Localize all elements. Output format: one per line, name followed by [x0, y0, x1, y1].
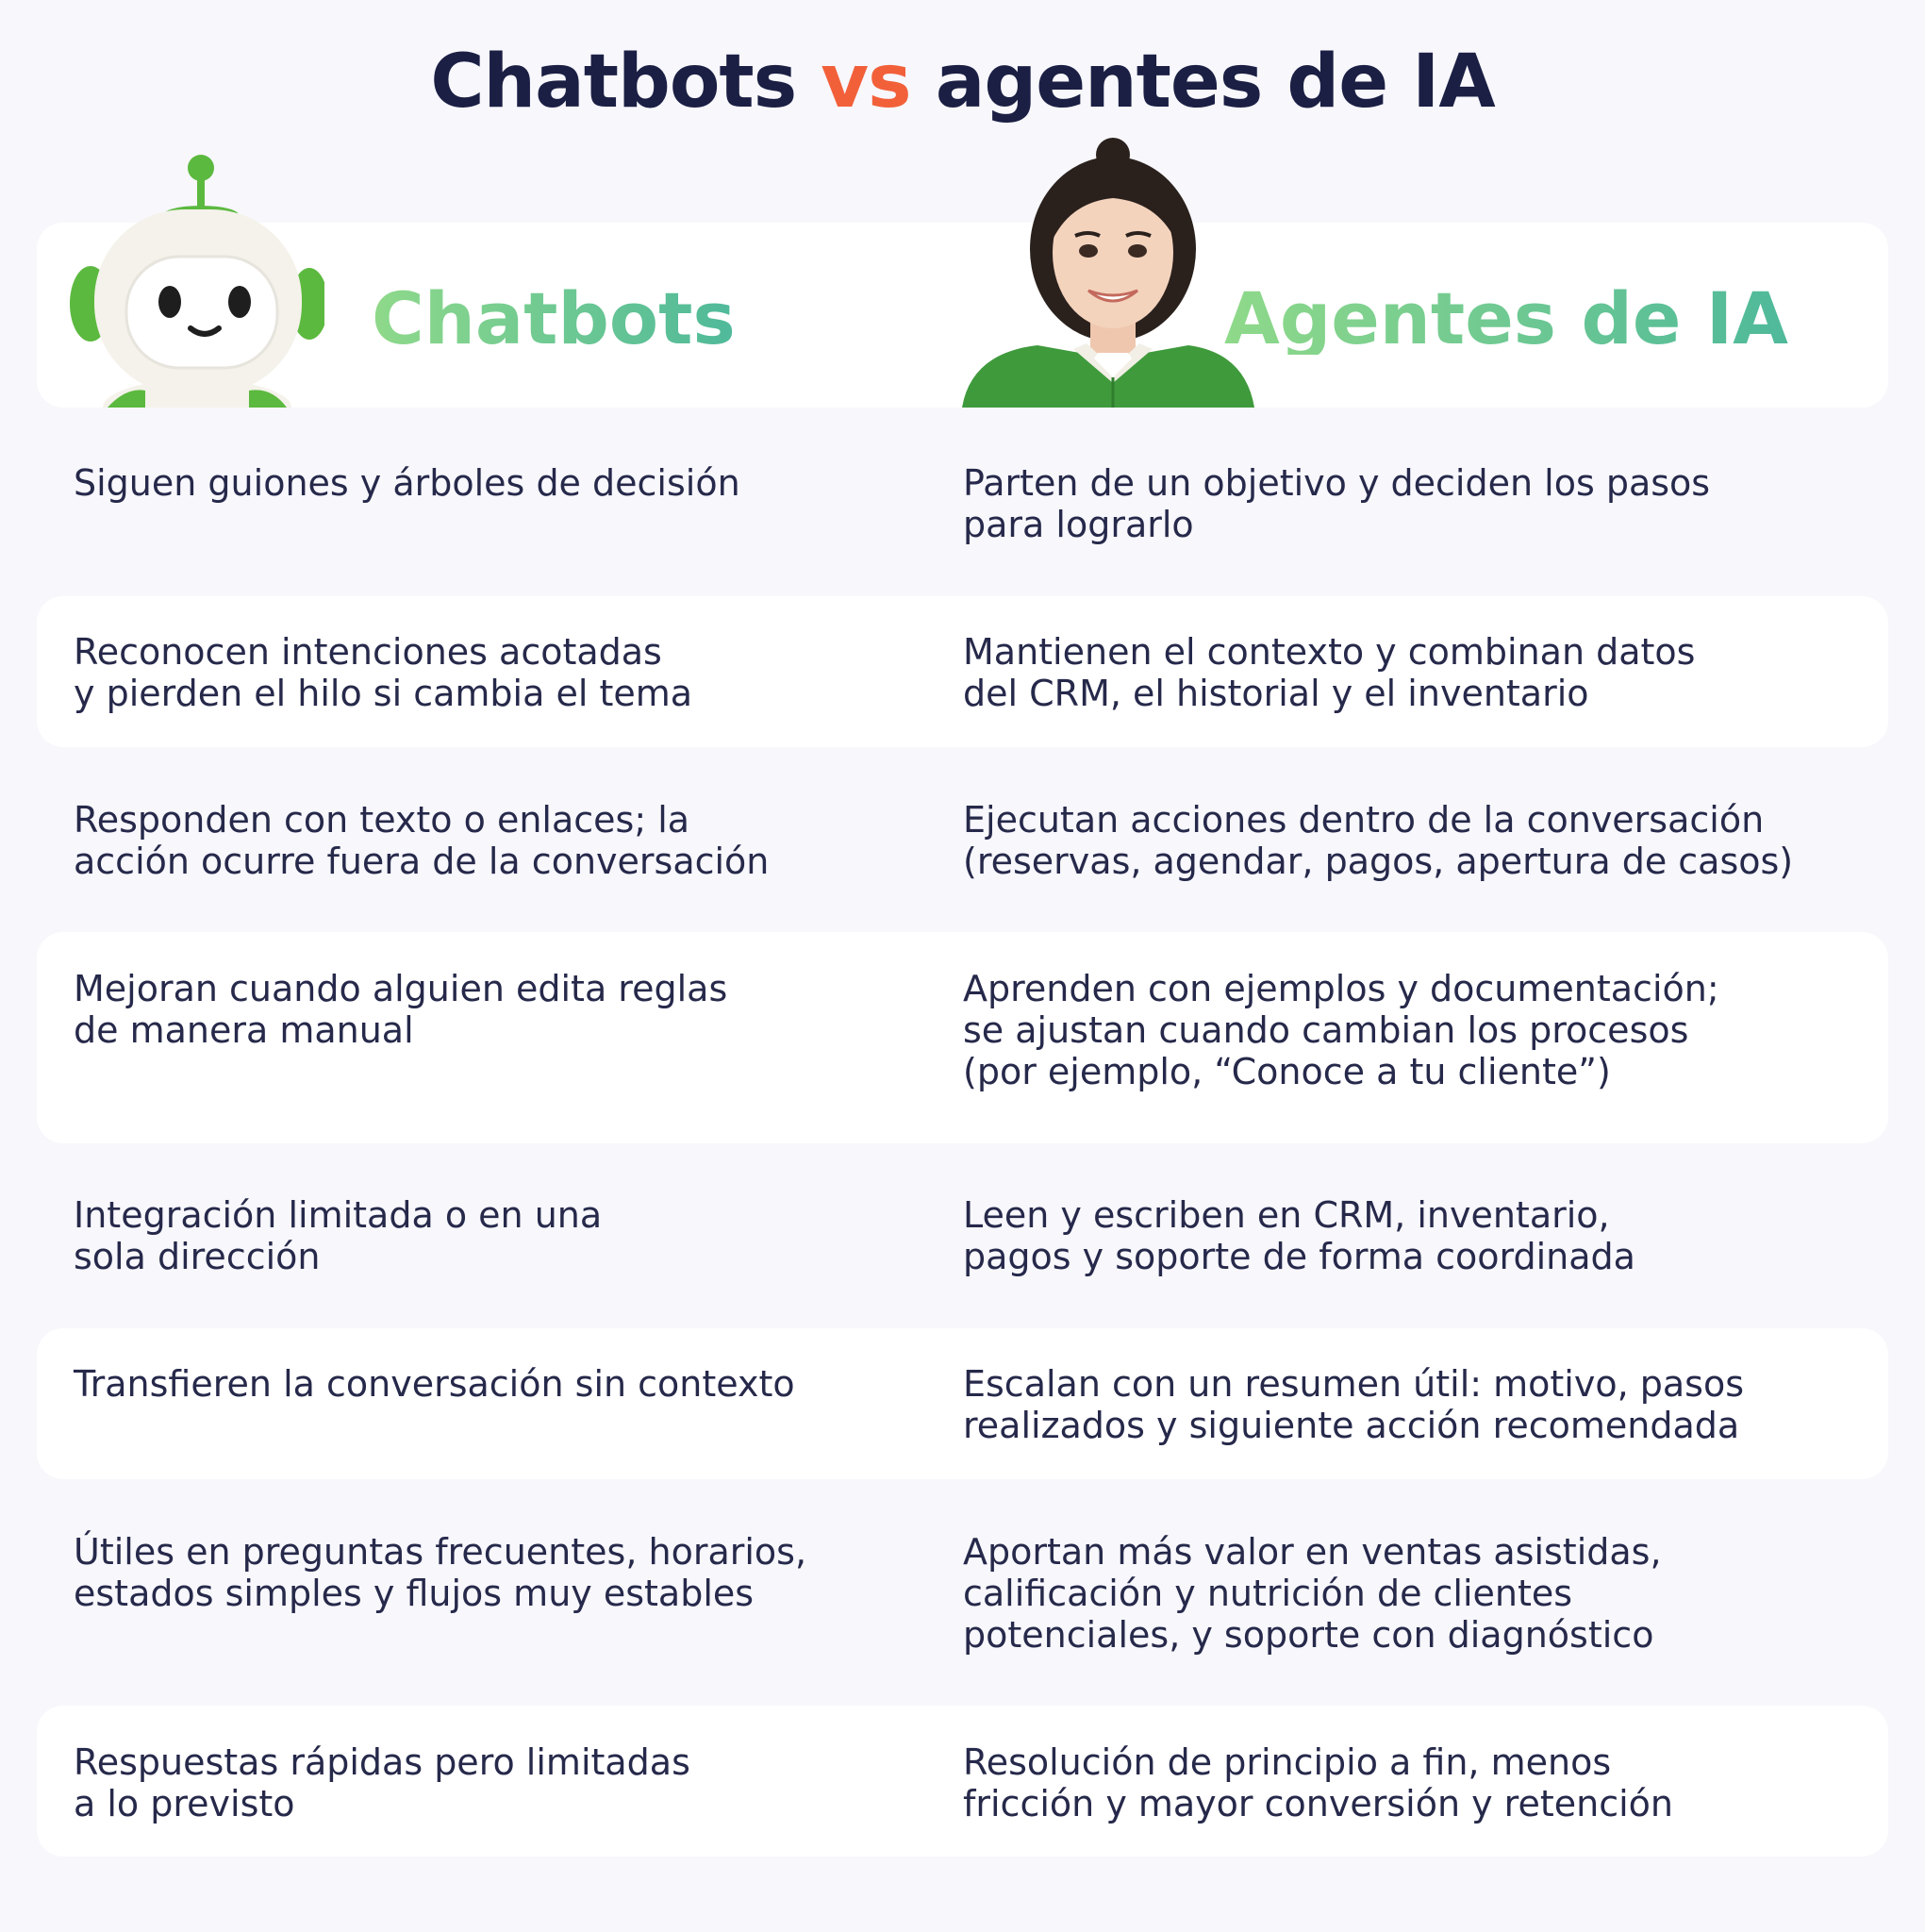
- row-6-chatbots: Transfieren la conversación sin contexto: [74, 1363, 795, 1405]
- row-6-ai-agents: Escalan con un resumen útil: motivo, pasos realizados y siguiente acción recomendada: [963, 1363, 1745, 1446]
- row-1-chatbots: Siguen guiones y árboles de decisión: [74, 462, 740, 504]
- row-1-ai-agents: Parten de un objetivo y deciden los pasos para lograrlo: [963, 462, 1711, 545]
- row-7-ai-agents: Aportan más valor en ventas asistidas, calificación y nutrición de clientes potenciales, y soporte con diagnóstico: [963, 1531, 1662, 1656]
- row-4-chatbots: Mejoran cuando alguien edita reglas de manera manual: [74, 968, 728, 1051]
- row-4-ai-agents: Aprenden con ejemplos y documentación; se ajustan cuando cambian los procesos (por ejemplo, “Conoce a tu cliente”): [963, 968, 1719, 1092]
- row-5-ai-agents: Leen y escriben en CRM, inventario, pagos y soporte de forma coordinada: [963, 1194, 1635, 1277]
- title-chatbots: Chatbots: [430, 40, 797, 125]
- row-3-chatbots: Responden con texto o enlaces; la acción ocurre fuera de la conversación: [74, 799, 770, 882]
- row-8-chatbots: Respuestas rápidas pero limitadas a lo previsto: [74, 1741, 690, 1824]
- row-7-chatbots: Útiles en preguntas frecuentes, horarios, estados simples y flujos muy estables: [74, 1531, 807, 1614]
- robot-illustration: [70, 151, 324, 408]
- title-vs: vs: [821, 40, 911, 125]
- row-3-ai-agents: Ejecutan acciones dentro de la conversación (reservas, agendar, pagos, apertura de casos): [963, 799, 1794, 882]
- row-8-ai-agents: Resolución de principio a fin, menos fricción y mayor conversión y retención: [963, 1741, 1673, 1824]
- row-2-chatbots: Reconocen intenciones acotadas y pierden el hilo si cambia el tema: [74, 631, 693, 714]
- row-5-chatbots: Integración limitada o en una sola dirección: [74, 1194, 603, 1277]
- title-agents: agentes de IA: [935, 40, 1495, 125]
- woman-illustration: [962, 136, 1254, 408]
- row-2-ai-agents: Mantienen el contexto y combinan datos del CRM, el historial y el inventario: [963, 631, 1696, 714]
- header-ai-agents: Agentes de IA: [1224, 276, 1788, 360]
- header-chatbots: Chatbots: [372, 276, 736, 360]
- page-title: [0, 40, 1925, 125]
